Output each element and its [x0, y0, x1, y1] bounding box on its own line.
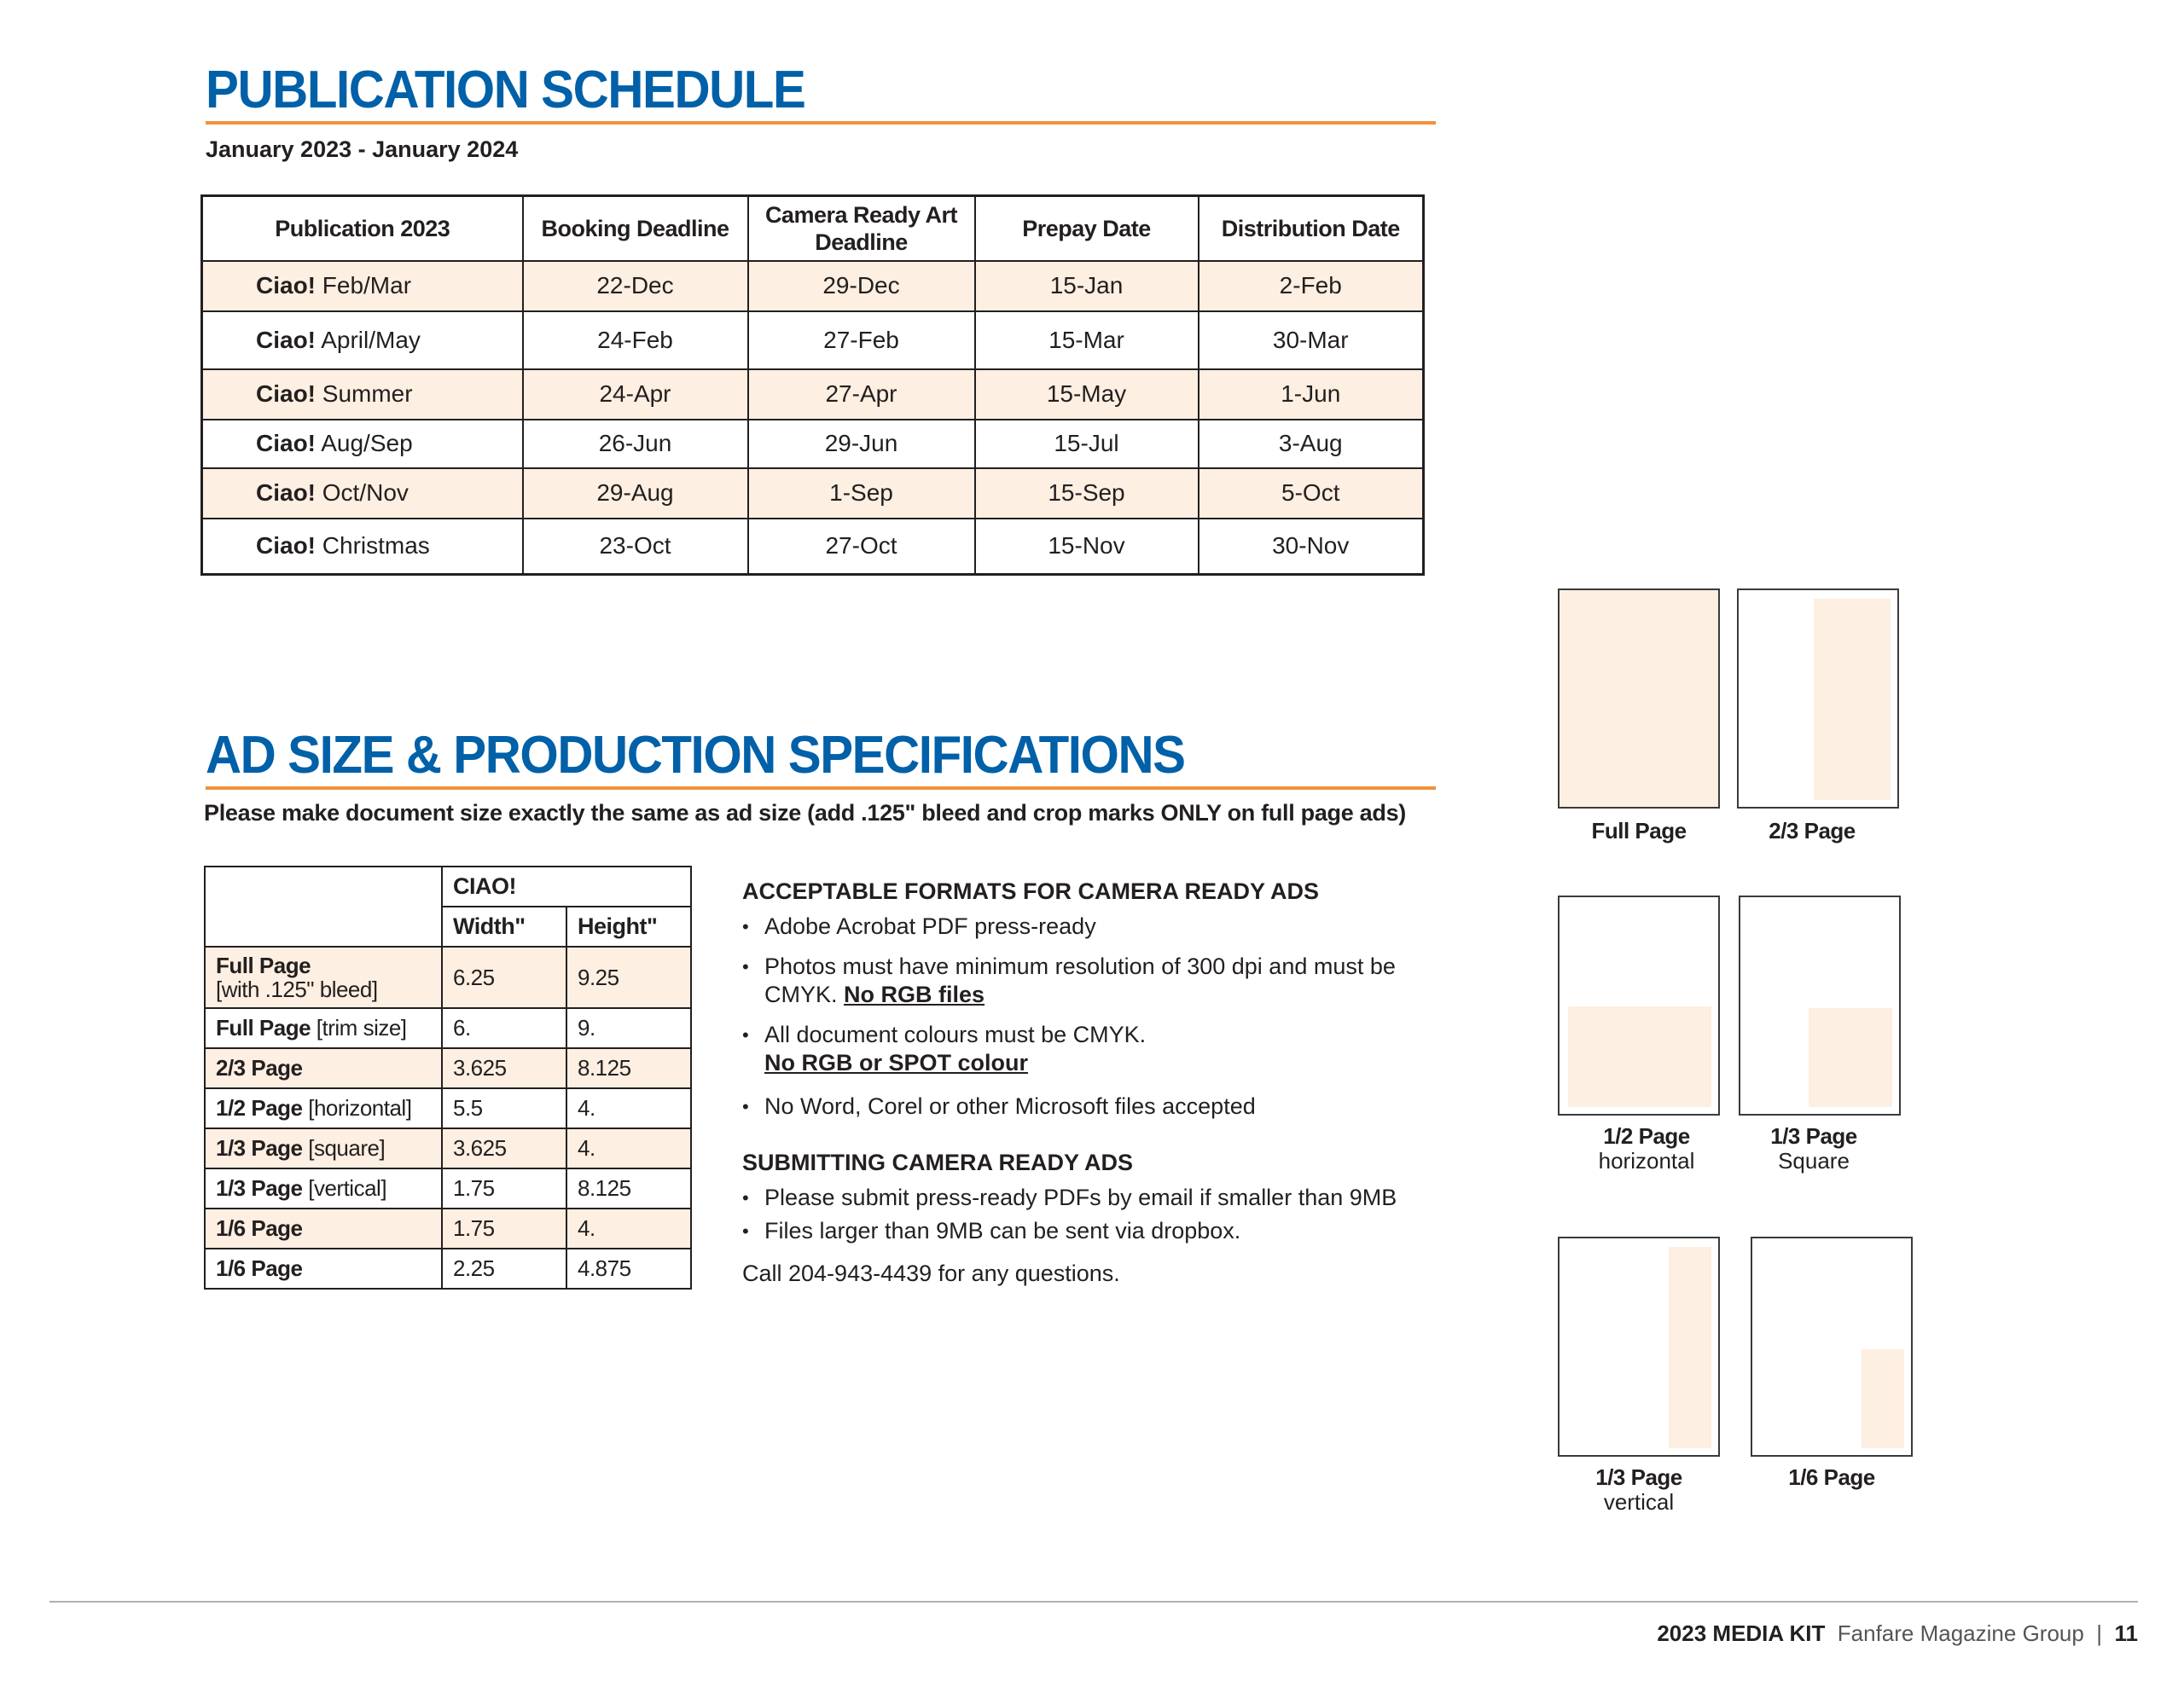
table-row [205, 1249, 691, 1289]
width-cell: 3.625 [442, 1128, 566, 1168]
distribution-cell: 5-Oct [1199, 468, 1424, 519]
thumbnail-caption [1561, 1124, 1732, 1174]
size-note: [trim size] [311, 1015, 407, 1041]
col-header-prepay: Prepay Date [975, 196, 1199, 261]
schedule-title: PUBLICATION SCHEDULE [206, 61, 805, 119]
col-header-distribution: Distribution Date [1199, 196, 1424, 261]
width-cell: 3.625 [442, 1048, 566, 1088]
width-cell: 6.25 [442, 947, 566, 1008]
list-item [742, 1217, 1442, 1245]
distribution-cell: 3-Aug [1199, 420, 1424, 468]
thumbnail-label: 1/2 Page [1603, 1123, 1690, 1149]
height-header: Height" [566, 907, 691, 947]
publisher-name: Fanfare Magazine Group [1837, 1620, 2084, 1646]
table-row [202, 311, 1424, 369]
size-name: 2/3 Page [216, 1055, 303, 1081]
footer-separator: | [2096, 1620, 2103, 1646]
full-page-thumbnail [1558, 588, 1720, 809]
third-page-square-thumbnail [1739, 896, 1901, 1116]
formats-heading: ACCEPTABLE FORMATS FOR CAMERA READY ADS [742, 878, 1320, 904]
bullet-text: Adobe Acrobat PDF press-ready [764, 913, 1096, 939]
col-header-art: Camera Ready Art Deadline [748, 196, 975, 261]
size-name-cell [205, 947, 442, 1008]
booking-cell: 22-Dec [523, 261, 748, 311]
size-name: 1/6 Page [216, 1215, 303, 1241]
table-row [202, 420, 1424, 468]
bullet-text: Photos must have minimum resolution of 300 dpi and must be CMYK. [764, 954, 1396, 1007]
list-item [742, 913, 1442, 941]
prepay-cell: 15-May [975, 369, 1199, 420]
ad-area [1568, 1006, 1711, 1107]
page-number: 11 [2114, 1620, 2138, 1646]
height-cell: 4. [566, 1088, 691, 1128]
specs-title: AD SIZE & PRODUCTION SPECIFICATIONS [206, 726, 1185, 785]
size-name-cell [205, 1249, 442, 1289]
thumbnail-caption [1737, 819, 1887, 844]
publication-cell [202, 519, 523, 575]
thumbnail-sublabel: vertical [1603, 1489, 1675, 1515]
submit-list [742, 1184, 1442, 1245]
distribution-cell: 2-Feb [1199, 261, 1424, 311]
schedule-title-rule [206, 121, 1436, 125]
half-page-horizontal-thumbnail [1558, 896, 1720, 1116]
publication-cell [202, 369, 523, 420]
publication-cell [202, 261, 523, 311]
page-footer [1657, 1620, 2138, 1647]
bullet-emphasis: No RGB or SPOT colour [764, 1050, 1029, 1075]
art-cell: 27-Apr [748, 369, 975, 420]
publication-cell [202, 311, 523, 369]
height-cell: 4. [566, 1128, 691, 1168]
schedule-table [200, 194, 1425, 576]
list-item [742, 1021, 1442, 1077]
width-header: Width" [442, 907, 566, 947]
size-name: 1/3 Page [216, 1135, 303, 1161]
issue-name: Oct/Nov [316, 479, 409, 506]
booking-cell: 24-Apr [523, 369, 748, 420]
art-cell: 29-Jun [748, 420, 975, 468]
schedule-header-row [202, 196, 1424, 261]
brand-name: Ciao! [256, 272, 316, 299]
issue-name: Feb/Mar [316, 272, 412, 299]
bullet-text: All document colours must be CMYK. [764, 1022, 1147, 1047]
art-cell: 27-Oct [748, 519, 975, 575]
table-row [205, 1088, 691, 1128]
specs-title-rule [206, 786, 1436, 790]
size-name-cell [205, 1128, 442, 1168]
ad-area [1809, 1008, 1892, 1107]
height-cell: 8.125 [566, 1048, 691, 1088]
height-cell: 4.875 [566, 1249, 691, 1289]
issue-name: Summer [316, 380, 413, 407]
distribution-cell: 1-Jun [1199, 369, 1424, 420]
size-name-cell [205, 1088, 442, 1128]
contact-line: Call 204-943-4439 for any questions. [742, 1261, 1120, 1286]
prepay-cell: 15-Mar [975, 311, 1199, 369]
size-name-cell [205, 1008, 442, 1048]
width-cell: 5.5 [442, 1088, 566, 1128]
table-row [205, 1048, 691, 1088]
distribution-cell: 30-Nov [1199, 519, 1424, 575]
size-name-cell [205, 1168, 442, 1209]
publication-cell [202, 420, 523, 468]
bullet-text: Files larger than 9MB can be sent via dropbox. [764, 1218, 1241, 1244]
prepay-cell: 15-Jan [975, 261, 1199, 311]
issue-name: April/May [316, 326, 421, 353]
thumbnail-label: 2/3 Page [1769, 818, 1856, 844]
thumbnail-label: 1/3 Page [1770, 1123, 1857, 1149]
height-cell: 8.125 [566, 1168, 691, 1209]
art-cell: 29-Dec [748, 261, 975, 311]
width-cell: 1.75 [442, 1168, 566, 1209]
table-row [205, 1168, 691, 1209]
bullet-text: Please submit press-ready PDFs by email if smaller than 9MB [764, 1185, 1397, 1210]
table-header-row [205, 867, 691, 907]
list-item [742, 1184, 1442, 1212]
thumbnail-sublabel: horizontal [1598, 1148, 1695, 1174]
distribution-cell: 30-Mar [1199, 311, 1424, 369]
sixth-page-thumbnail [1751, 1237, 1913, 1457]
specs-subtitle: Please make document size exactly the same as ad size (add .125" bleed and crop marks ONLY on full page ads) [204, 800, 1406, 826]
bullet-text: No Word, Corel or other Microsoft files accepted [764, 1093, 1256, 1119]
media-kit-label: 2023 MEDIA KIT [1657, 1620, 1826, 1646]
submit-heading: SUBMITTING CAMERA READY ADS [742, 1150, 1134, 1175]
width-cell: 1.75 [442, 1209, 566, 1249]
prepay-cell: 15-Sep [975, 468, 1199, 519]
ad-size-table [204, 866, 692, 1290]
size-name: 1/2 Page [216, 1095, 303, 1121]
size-name-cell [205, 1048, 442, 1088]
table-row [202, 369, 1424, 420]
list-item [742, 953, 1442, 1009]
size-note: [horizontal] [302, 1095, 412, 1121]
booking-cell: 24-Feb [523, 311, 748, 369]
two-thirds-page-thumbnail [1737, 588, 1899, 809]
size-note: [square] [302, 1135, 386, 1161]
brand-name: Ciao! [256, 326, 316, 353]
table-row [202, 519, 1424, 575]
size-name: 1/3 Page [216, 1175, 303, 1201]
thumbnail-sublabel: Square [1778, 1148, 1850, 1174]
issue-name: Christmas [316, 532, 430, 559]
thumbnail-caption [1751, 1465, 1913, 1490]
ad-area [1814, 599, 1891, 800]
prepay-cell: 15-Jul [975, 420, 1199, 468]
width-cell: 2.25 [442, 1249, 566, 1289]
issue-name: Aug/Sep [316, 430, 413, 456]
booking-cell: 23-Oct [523, 519, 748, 575]
height-cell: 9.25 [566, 947, 691, 1008]
width-cell: 6. [442, 1008, 566, 1048]
prepay-cell: 15-Nov [975, 519, 1199, 575]
table-row [202, 468, 1424, 519]
thumbnail-label: 1/6 Page [1788, 1464, 1875, 1490]
footer-divider [49, 1601, 2138, 1603]
thumbnail-label: 1/3 Page [1595, 1464, 1682, 1490]
booking-cell: 29-Aug [523, 468, 748, 519]
table-row [205, 1209, 691, 1249]
art-cell: 27-Feb [748, 311, 975, 369]
schedule-subtitle: January 2023 - January 2024 [206, 136, 519, 162]
height-cell: 9. [566, 1008, 691, 1048]
size-name: Full Page [216, 953, 311, 978]
thumbnail-label: Full Page [1591, 818, 1687, 844]
third-page-vertical-thumbnail [1558, 1237, 1720, 1457]
brand-name: Ciao! [256, 532, 316, 559]
size-name: 1/6 Page [216, 1255, 303, 1281]
brand-name: Ciao! [256, 430, 316, 456]
height-cell: 4. [566, 1209, 691, 1249]
ad-area [1862, 1349, 1904, 1448]
booking-cell: 26-Jun [523, 420, 748, 468]
size-name-cell [205, 1209, 442, 1249]
size-note: [with .125" bleed] [216, 977, 378, 1002]
art-cell: 1-Sep [748, 468, 975, 519]
col-header-publication: Publication 2023 [202, 196, 523, 261]
publication-cell [202, 468, 523, 519]
thumbnail-caption [1737, 1124, 1891, 1174]
col-header-booking: Booking Deadline [523, 196, 748, 261]
table-row [205, 1008, 691, 1048]
table-row [205, 1128, 691, 1168]
ad-area [1669, 1247, 1711, 1448]
table-row [205, 947, 691, 1008]
formats-list [742, 913, 1442, 1121]
bullet-emphasis: No RGB files [844, 982, 985, 1007]
size-name: Full Page [216, 1015, 311, 1041]
publication-header: CIAO! [442, 867, 691, 907]
brand-name: Ciao! [256, 479, 316, 506]
thumbnail-caption [1558, 819, 1720, 844]
list-item [742, 1093, 1442, 1121]
empty-header-cell [205, 867, 442, 947]
brand-name: Ciao! [256, 380, 316, 407]
thumbnail-caption [1558, 1465, 1720, 1515]
size-note: [vertical] [302, 1175, 387, 1201]
table-row [202, 261, 1424, 311]
